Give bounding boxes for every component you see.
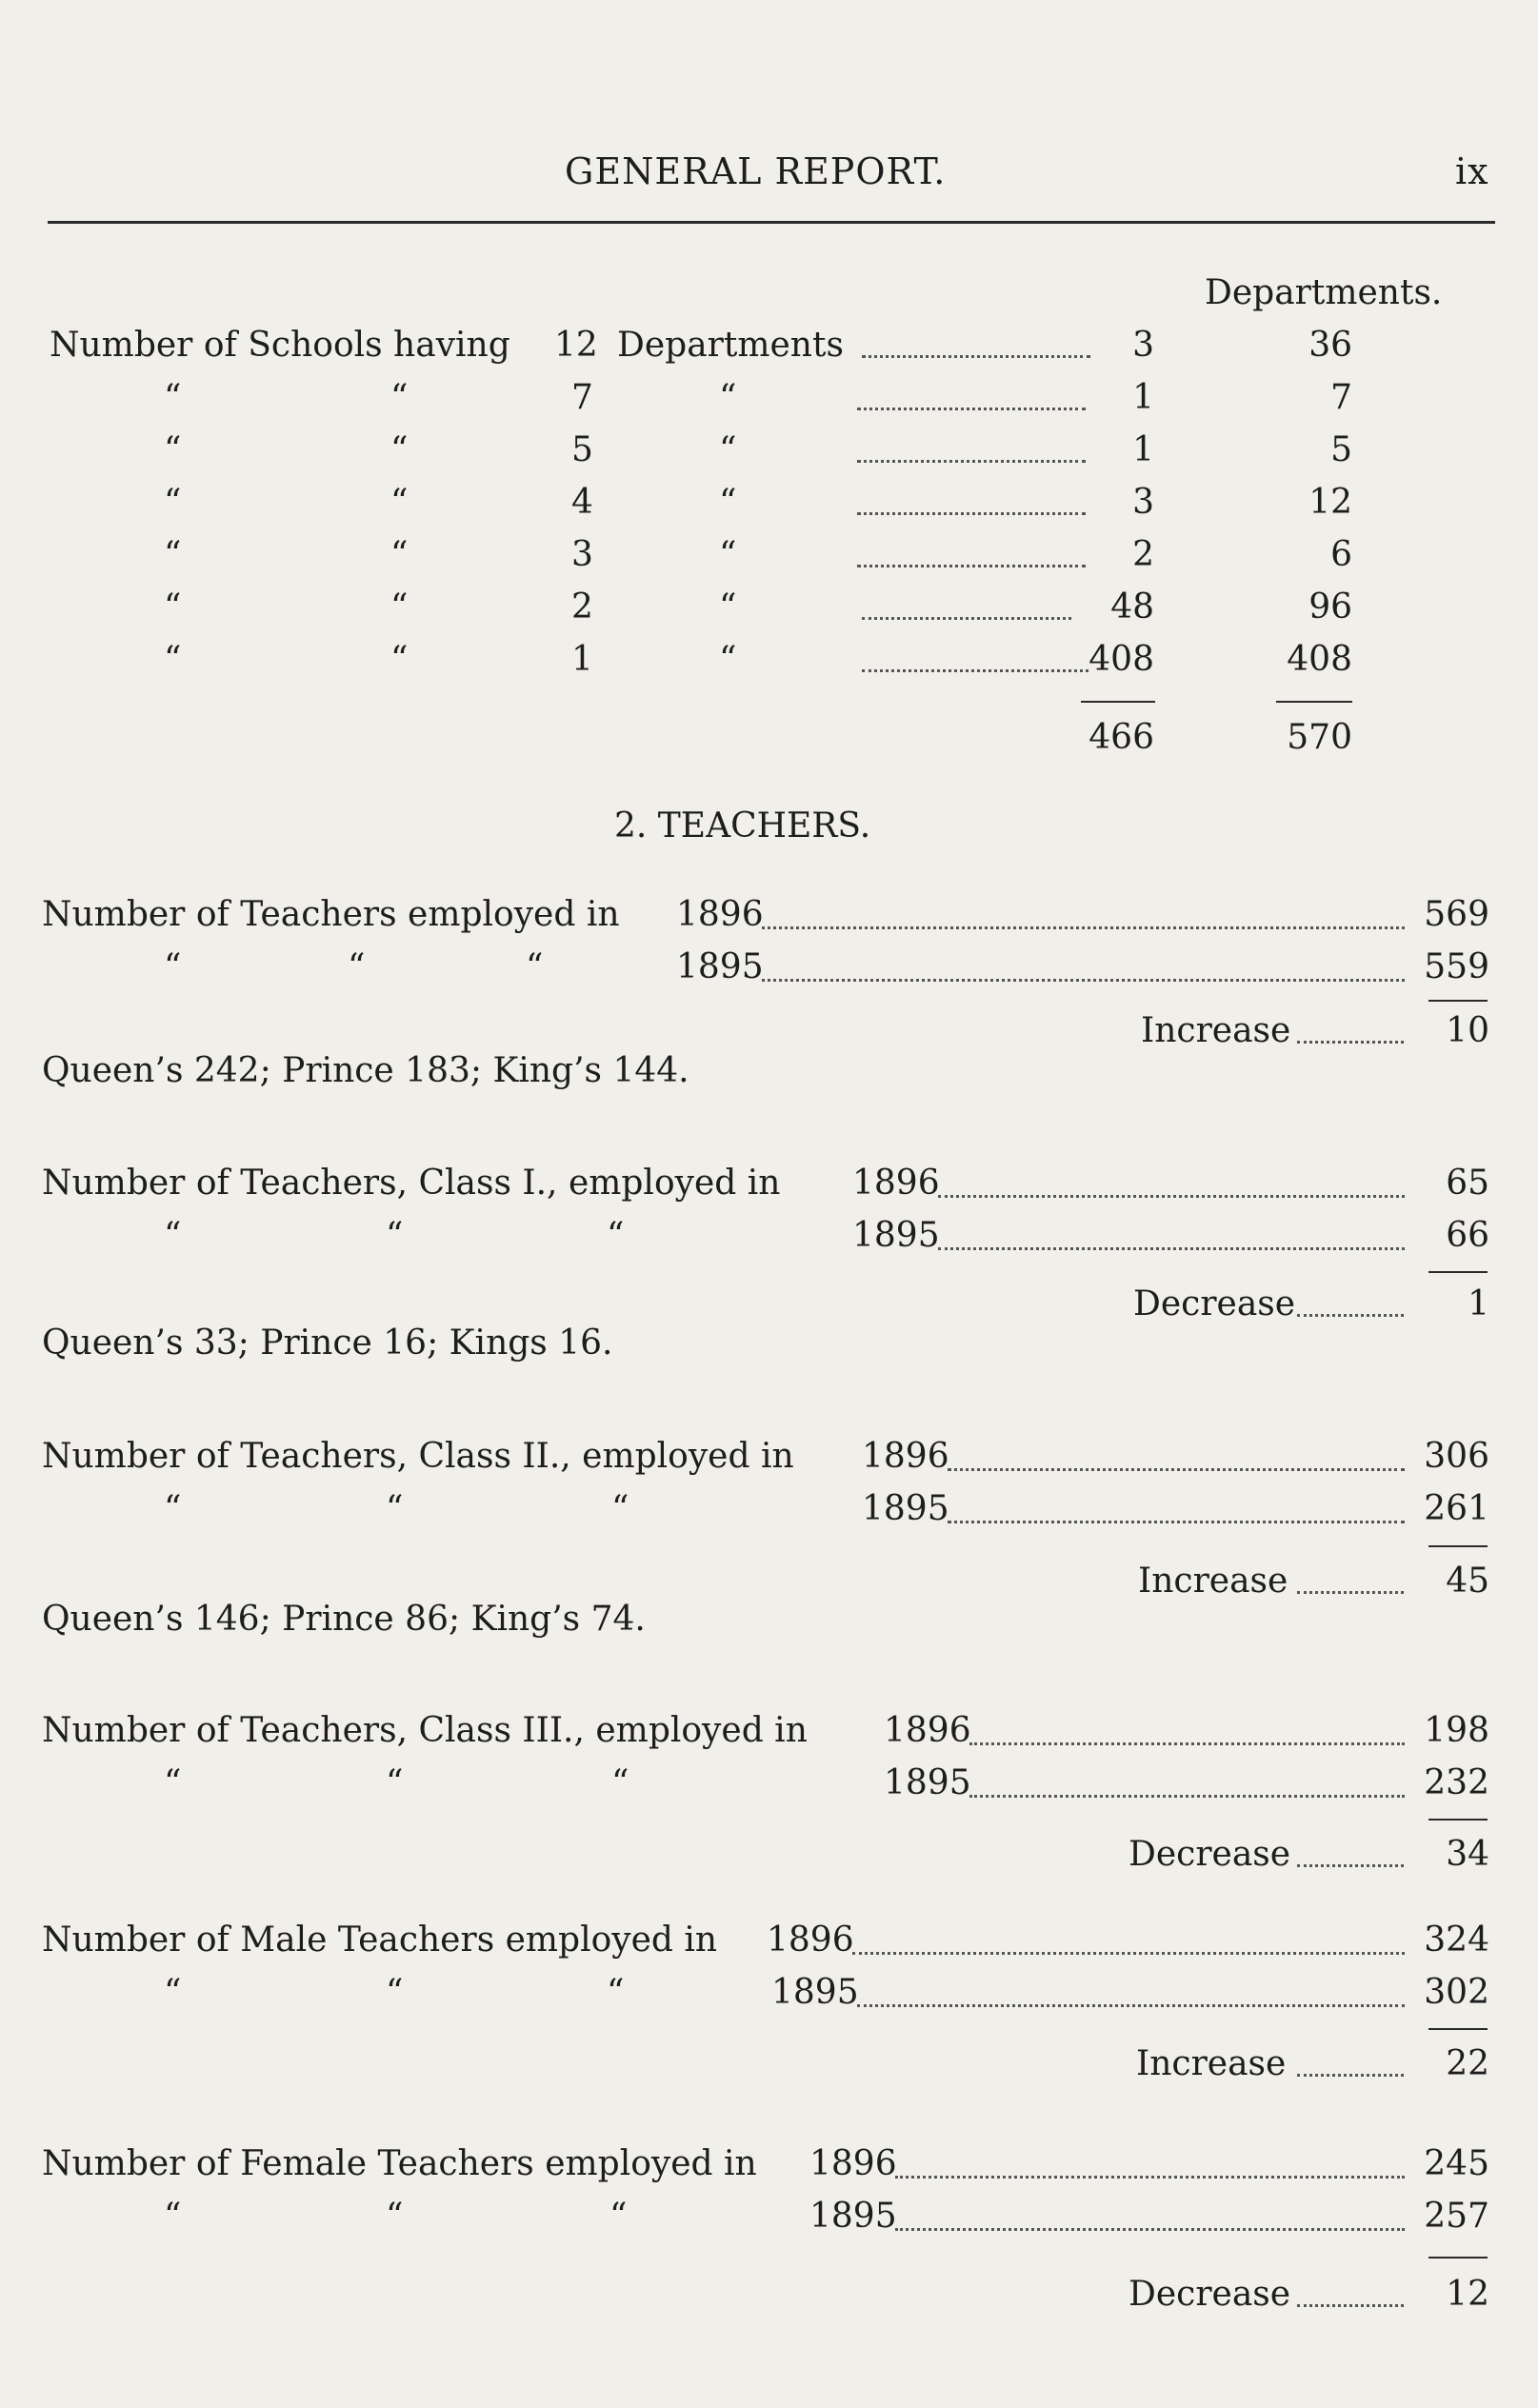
value-1896: 569 <box>1424 895 1489 934</box>
teachers-line-1896: Number of Male Teachers employed in <box>42 1920 718 1960</box>
schools-row-unit: Departments <box>617 326 844 365</box>
departments-total: 570 <box>1287 718 1352 757</box>
value-1895: 559 <box>1424 947 1489 986</box>
year-1895: 1895 <box>862 1489 949 1528</box>
distribution-note: Queen’s 242; Prince 183; King’s 144. <box>42 1051 689 1090</box>
year-1895: 1895 <box>852 1216 940 1255</box>
ditto-mark: “ <box>386 1489 404 1528</box>
leader-dots <box>1297 1314 1404 1317</box>
schools-row-n: 12 <box>554 326 598 365</box>
ditto-mark: “ <box>390 587 409 627</box>
year-1896: 1896 <box>809 2144 897 2183</box>
ditto-mark: “ <box>390 483 409 522</box>
schools-count: 48 <box>1110 587 1154 627</box>
departments-count: 96 <box>1308 587 1352 627</box>
schools-count: 408 <box>1089 640 1154 679</box>
departments-count: 36 <box>1308 326 1352 365</box>
ditto-mark: “ <box>390 378 409 417</box>
year-1896: 1896 <box>884 1711 971 1750</box>
ditto-mark: “ <box>386 1973 404 2012</box>
ditto-mark: “ <box>164 1216 182 1255</box>
ditto-mark: “ <box>164 640 182 679</box>
schools-row-n: 3 <box>571 535 593 574</box>
leader-dots <box>1297 1041 1404 1044</box>
ditto-mark: “ <box>348 947 366 986</box>
sum-rule <box>1428 1545 1488 1547</box>
value-1896: 245 <box>1424 2144 1489 2183</box>
sum-rule <box>1428 1000 1488 1002</box>
ditto-mark: “ <box>164 378 182 417</box>
change-label: Decrease <box>1129 2275 1291 2314</box>
sum-rule <box>1428 1819 1488 1821</box>
departments-count: 5 <box>1330 430 1352 469</box>
value-1896: 324 <box>1424 1920 1489 1960</box>
ditto-mark: “ <box>719 483 737 522</box>
change-label: Increase <box>1138 1562 1288 1601</box>
leader-dots <box>948 1521 1405 1523</box>
page-number: ix <box>1455 150 1489 192</box>
ditto-mark: “ <box>164 483 182 522</box>
sum-rule <box>1428 2257 1488 2259</box>
ditto-mark: “ <box>607 1973 625 2012</box>
departments-count: 6 <box>1330 535 1352 574</box>
leader-dots <box>1297 2304 1404 2307</box>
teachers-line-1896: Number of Teachers, Class II., employed in <box>42 1437 794 1476</box>
schools-total: 466 <box>1089 718 1154 757</box>
value-1895: 302 <box>1424 1973 1489 2012</box>
ditto-mark: “ <box>607 1216 625 1255</box>
change-value: 1 <box>1468 1284 1489 1323</box>
ditto-mark: “ <box>611 1763 629 1802</box>
year-1895: 1895 <box>771 1973 859 2012</box>
year-1896: 1896 <box>676 895 764 934</box>
ditto-mark: “ <box>386 1216 404 1255</box>
ditto-mark: “ <box>164 430 182 469</box>
schools-count: 3 <box>1132 326 1154 365</box>
ditto-mark: “ <box>719 430 737 469</box>
change-label: Increase <box>1141 1011 1291 1050</box>
schools-row-n: 7 <box>571 378 593 417</box>
year-1895: 1895 <box>676 947 764 986</box>
ditto-mark: “ <box>164 535 182 574</box>
leader-dots <box>938 1195 1405 1198</box>
teachers-line-1896: Number of Teachers employed in <box>42 895 620 934</box>
schools-row-label: Number of Schools having <box>50 326 510 365</box>
change-label: Increase <box>1136 2044 1287 2083</box>
section-title: 2. TEACHERS. <box>614 806 871 846</box>
ditto-mark: “ <box>390 535 409 574</box>
ditto-mark: “ <box>164 2197 182 2236</box>
schools-count: 1 <box>1132 378 1154 417</box>
leader-dots <box>862 617 1071 620</box>
leader-dots <box>1297 1864 1404 1867</box>
ditto-mark: “ <box>164 1973 182 2012</box>
departments-count: 7 <box>1330 378 1352 417</box>
value-1896: 306 <box>1424 1437 1489 1476</box>
value-1896: 198 <box>1424 1711 1489 1750</box>
change-value: 12 <box>1446 2275 1489 2314</box>
leader-dots <box>1297 2074 1404 2077</box>
sum-rule <box>1081 701 1155 703</box>
year-1896: 1896 <box>862 1437 949 1476</box>
distribution-note: Queen’s 146; Prince 86; King’s 74. <box>42 1600 646 1639</box>
ditto-mark: “ <box>609 2197 628 2236</box>
ditto-mark: “ <box>719 587 737 627</box>
leader-dots <box>852 1952 1405 1955</box>
value-1895: 232 <box>1424 1763 1489 1802</box>
year-1895: 1895 <box>884 1763 971 1802</box>
sum-rule <box>1276 701 1352 703</box>
leader-dots <box>857 2004 1405 2007</box>
year-1895: 1895 <box>809 2197 897 2236</box>
ditto-mark: “ <box>164 587 182 627</box>
departments-count: 12 <box>1308 483 1352 522</box>
leader-dots <box>969 1742 1405 1745</box>
sum-rule <box>1428 2028 1488 2030</box>
ditto-mark: “ <box>719 378 737 417</box>
leader-dots <box>895 2176 1405 2179</box>
ditto-mark: “ <box>390 640 409 679</box>
year-1896: 1896 <box>852 1164 940 1203</box>
schools-count: 1 <box>1132 430 1154 469</box>
teachers-line-1896: Number of Female Teachers employed in <box>42 2144 757 2183</box>
change-value: 45 <box>1446 1562 1489 1601</box>
value-1895: 66 <box>1446 1216 1489 1255</box>
ditto-mark: “ <box>719 640 737 679</box>
schools-count: 3 <box>1132 483 1154 522</box>
leader-dots <box>895 2228 1405 2231</box>
change-value: 22 <box>1446 2044 1489 2083</box>
schools-row-n: 4 <box>571 483 593 522</box>
change-value: 34 <box>1446 1835 1489 1874</box>
sum-rule <box>1428 1271 1488 1273</box>
ditto-mark: “ <box>164 1489 182 1528</box>
ditto-mark: “ <box>611 1489 629 1528</box>
leader-dots <box>938 1247 1405 1250</box>
ditto-mark: “ <box>526 947 544 986</box>
ditto-mark: “ <box>164 1763 182 1802</box>
ditto-mark: “ <box>386 1763 404 1802</box>
schools-row-n: 5 <box>571 430 593 469</box>
change-value: 10 <box>1446 1011 1489 1050</box>
year-1896: 1896 <box>767 1920 854 1960</box>
teachers-line-1896: Number of Teachers, Class III., employed in <box>42 1711 808 1750</box>
ditto-mark: “ <box>386 2197 404 2236</box>
ditto-mark: “ <box>390 430 409 469</box>
schools-row-n: 2 <box>571 587 593 627</box>
value-1895: 257 <box>1424 2197 1489 2236</box>
header-rule <box>48 221 1495 224</box>
leader-dots <box>762 979 1405 982</box>
ditto-mark: “ <box>164 947 182 986</box>
teachers-line-1896: Number of Teachers, Class I., employed in <box>42 1164 781 1203</box>
ditto-mark: “ <box>719 535 737 574</box>
schools-row-n: 1 <box>571 640 593 679</box>
leader-dots <box>969 1795 1405 1798</box>
change-label: Decrease <box>1129 1835 1291 1874</box>
leader-dots <box>762 926 1405 929</box>
departments-count: 408 <box>1287 640 1352 679</box>
value-1895: 261 <box>1424 1489 1489 1528</box>
schools-count: 2 <box>1132 535 1154 574</box>
leader-dots <box>948 1468 1405 1471</box>
page-title: GENERAL REPORT. <box>565 150 947 192</box>
value-1896: 65 <box>1446 1164 1489 1203</box>
leader-dots <box>1297 1591 1404 1594</box>
departments-col-header: Departments. <box>1205 273 1443 312</box>
distribution-note: Queen’s 33; Prince 16; Kings 16. <box>42 1323 613 1363</box>
change-label: Decrease <box>1133 1284 1296 1323</box>
